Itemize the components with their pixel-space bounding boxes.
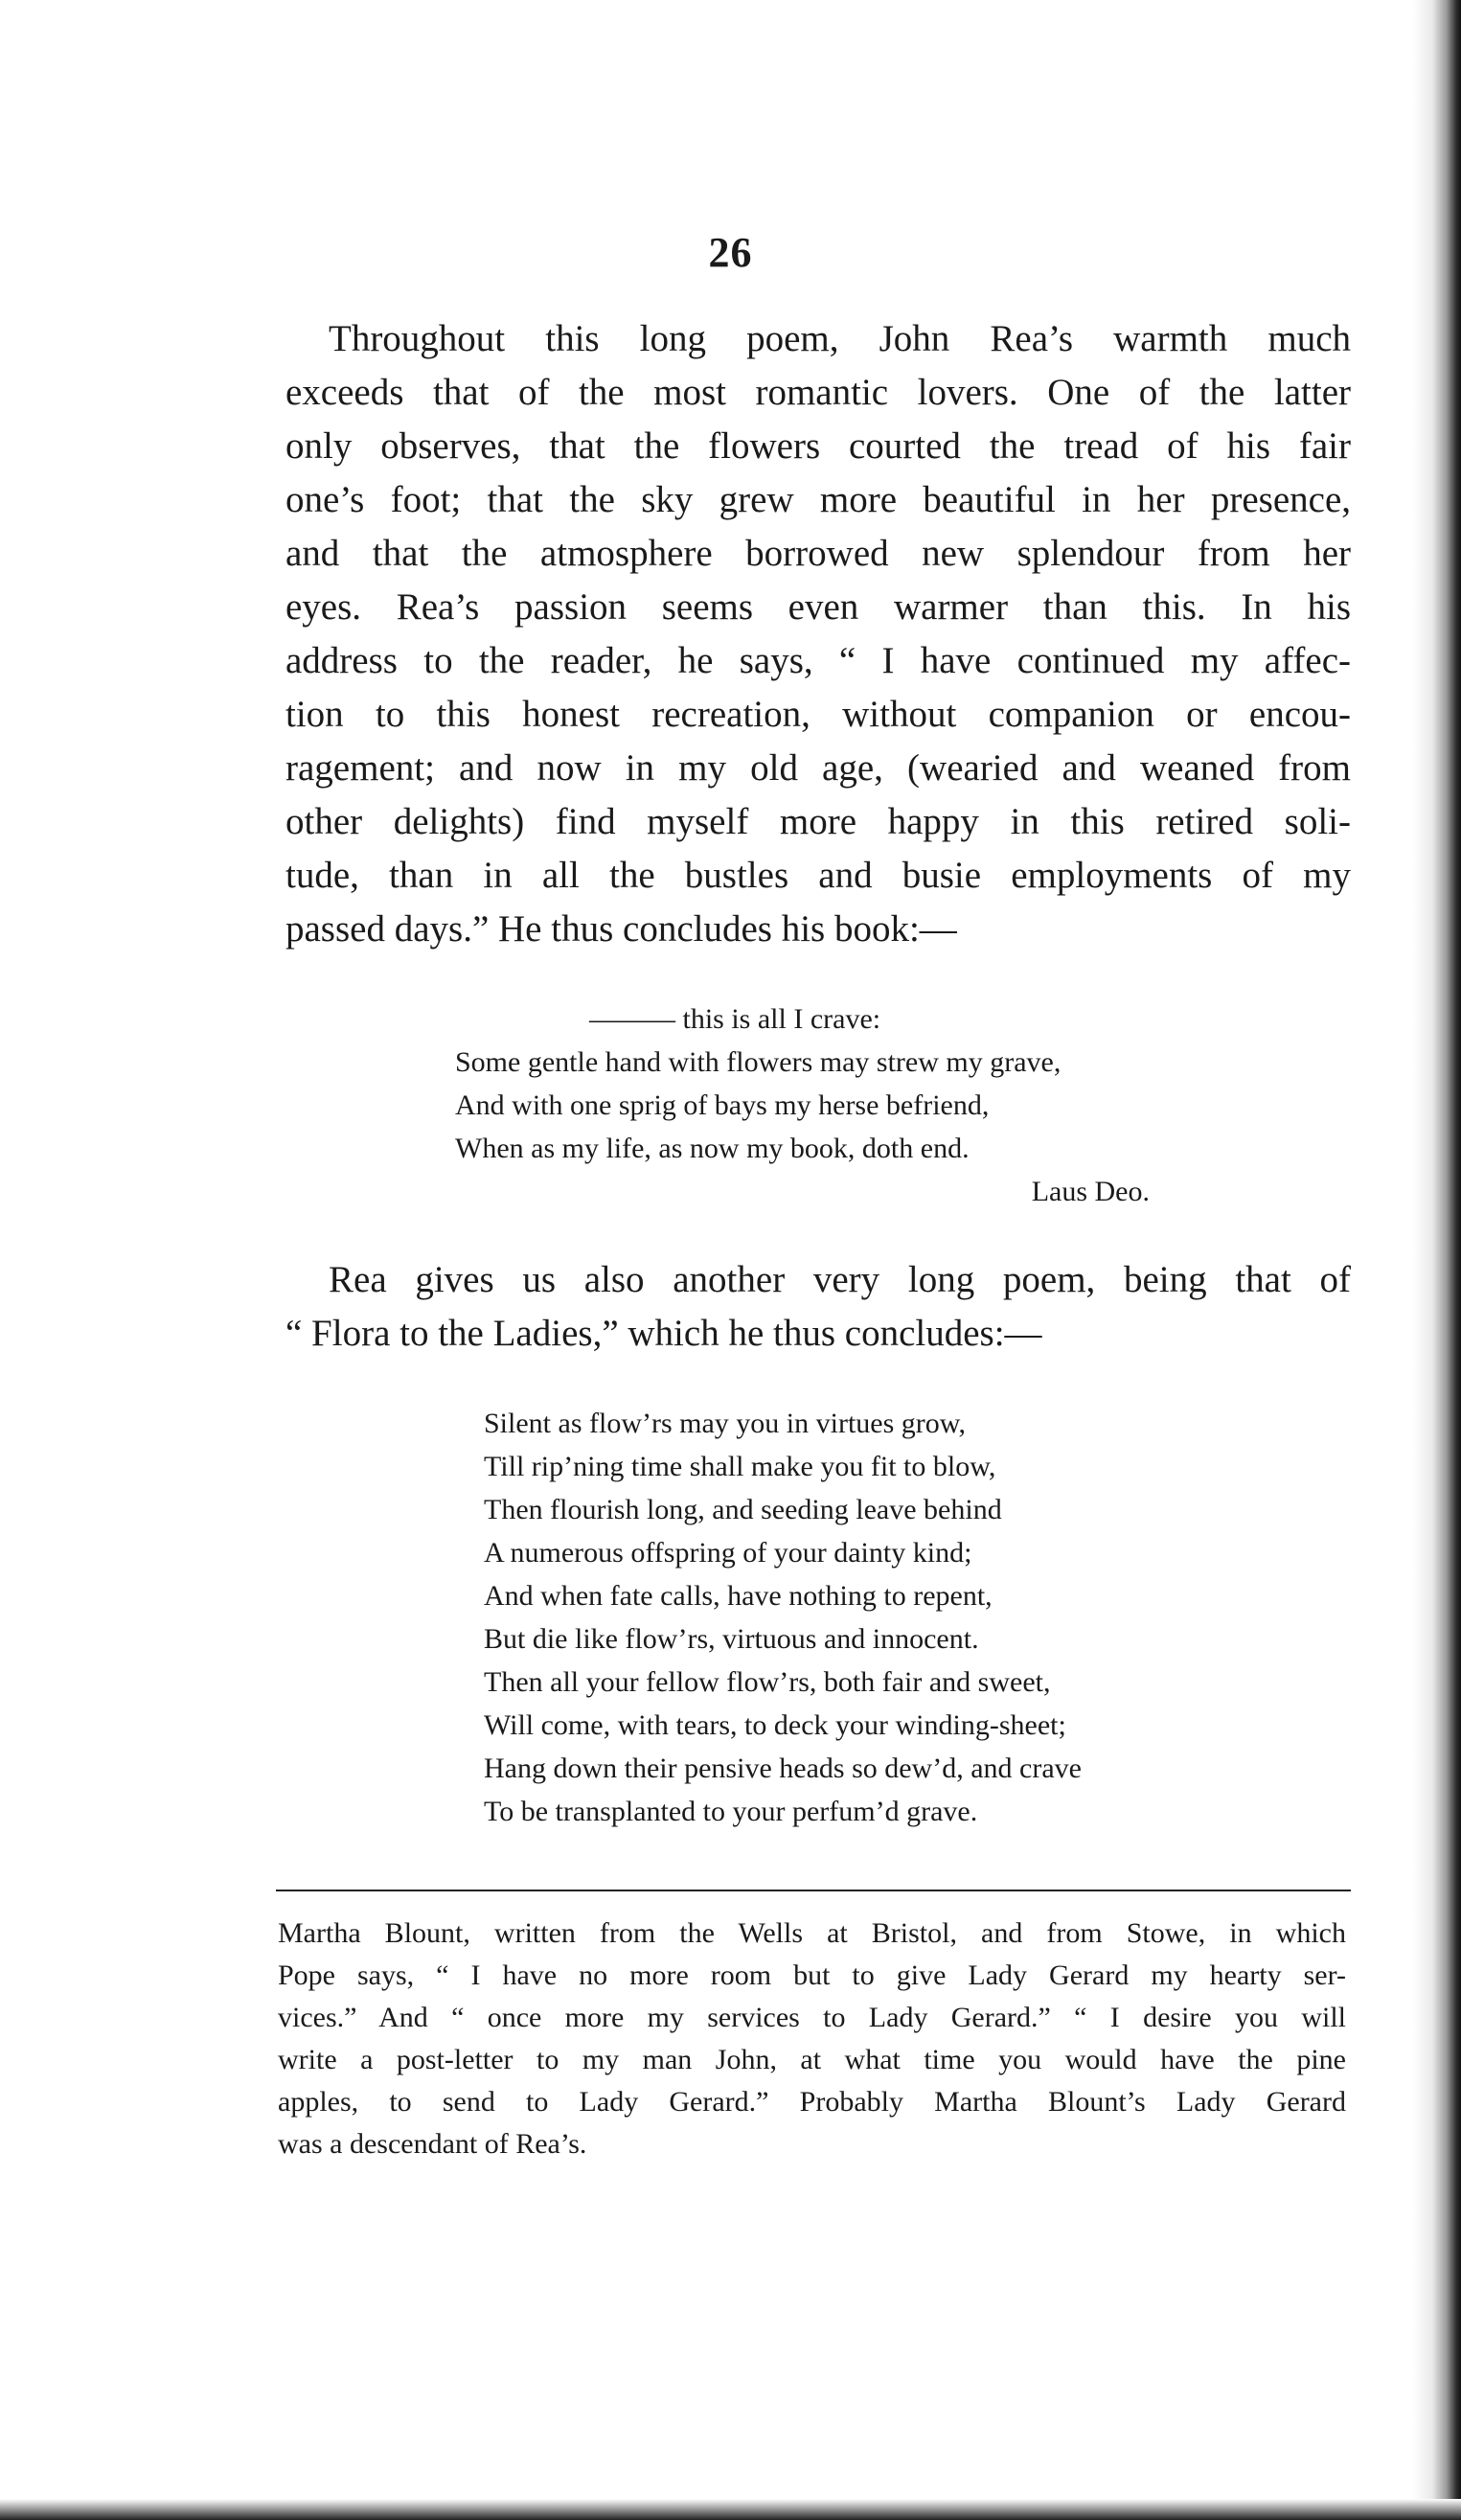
verse-line: And when fate calls, have nothing to repent,	[484, 1580, 993, 1612]
paragraph-line: one’s foot; that the sky grew more beautiful in her presence,	[285, 479, 1351, 520]
paragraph-line: tion to this honest recreation, without companion or encou-	[285, 694, 1351, 735]
paragraph-main	[285, 312, 1351, 956]
verse-line: Then flourish long, and seeding leave behind	[484, 1494, 1002, 1525]
paragraph-line: eyes. Rea’s passion seems even warmer than this. In his	[285, 586, 1351, 628]
footnote-line: Pope says, “ I have no more room but to give Lady Gerard my hearty ser-	[278, 1959, 1346, 1991]
paragraph-line: passed days.” He thus concludes his book:—	[285, 908, 957, 950]
verse-quotation-2	[484, 1402, 1250, 1833]
paragraph-line: exceeds that of the most romantic lovers. One of the latter	[285, 372, 1351, 413]
book-spine-edge	[1413, 0, 1461, 2520]
footnote-line: vices.” And “ once more my services to Lady Gerard.” “ I desire you will	[278, 2002, 1346, 2033]
verse-line: Hang down their pensive heads so dew’d, and crave	[484, 1753, 1082, 1784]
verse-lead-line: ——— this is all I crave:	[589, 1003, 881, 1035]
verse-line: But die like flow’rs, virtuous and innocent.	[484, 1623, 979, 1655]
paragraph-line: only observes, that the flowers courted the tread of his fair	[285, 425, 1351, 467]
verse-signoff: Laus Deo.	[1031, 1176, 1150, 1207]
paragraph-line: Throughout this long poem, John Rea’s warmth much	[329, 318, 1351, 359]
verse-line: When as my life, as now my book, doth end.	[455, 1133, 970, 1164]
footnote-line: Martha Blount, written from the Wells at Bristol, and from Stowe, in which	[278, 1917, 1346, 1949]
verse-line: Till rip’ning time shall make you fit to blow,	[484, 1451, 996, 1482]
footnote-line: apples, to send to Lady Gerard.” Probably Martha Blount’s Lady Gerard	[278, 2086, 1346, 2118]
verse-line: A numerous offspring of your dainty kind;	[484, 1537, 972, 1569]
paragraph-line: Rea gives us also another very long poem, being that of	[329, 1259, 1351, 1300]
paragraph-line: address to the reader, he says, “ I have continued my affec-	[285, 640, 1351, 681]
verse-line: Some gentle hand with flowers may strew my grave,	[455, 1046, 1062, 1078]
page-bottom-edge	[0, 2499, 1461, 2520]
paragraph-flora	[285, 1253, 1351, 1361]
footnote	[278, 1913, 1346, 2165]
verse-line: Silent as flow’rs may you in virtues grow,	[484, 1408, 966, 1439]
paragraph-line: ragement; and now in my old age, (wearied and weaned from	[285, 747, 1351, 789]
verse-quotation-1	[455, 997, 1221, 1213]
verse-line: Then all your fellow flow’rs, both fair and sweet,	[484, 1666, 1051, 1698]
verse-line: Will come, with tears, to deck your winding-sheet;	[484, 1709, 1066, 1741]
verse-line: To be transplanted to your perfum’d grave.	[484, 1796, 978, 1827]
verse-line: And with one sprig of bays my herse befriend,	[455, 1089, 990, 1121]
footnote-line: was a descendant of Rea’s.	[278, 2128, 587, 2160]
page-number: 26	[708, 229, 753, 276]
paragraph-line: “ Flora to the Ladies,” which he thus concludes:—	[285, 1313, 1042, 1354]
paragraph-line: tude, than in all the bustles and busie employments of my	[285, 855, 1351, 896]
paragraph-line: and that the atmosphere borrowed new splendour from her	[285, 533, 1351, 574]
footnote-divider	[276, 1890, 1351, 1891]
paragraph-line: other delights) find myself more happy in this retired soli-	[285, 801, 1351, 842]
footnote-line: write a post-letter to my man John, at what time you would have the pine	[278, 2044, 1346, 2075]
